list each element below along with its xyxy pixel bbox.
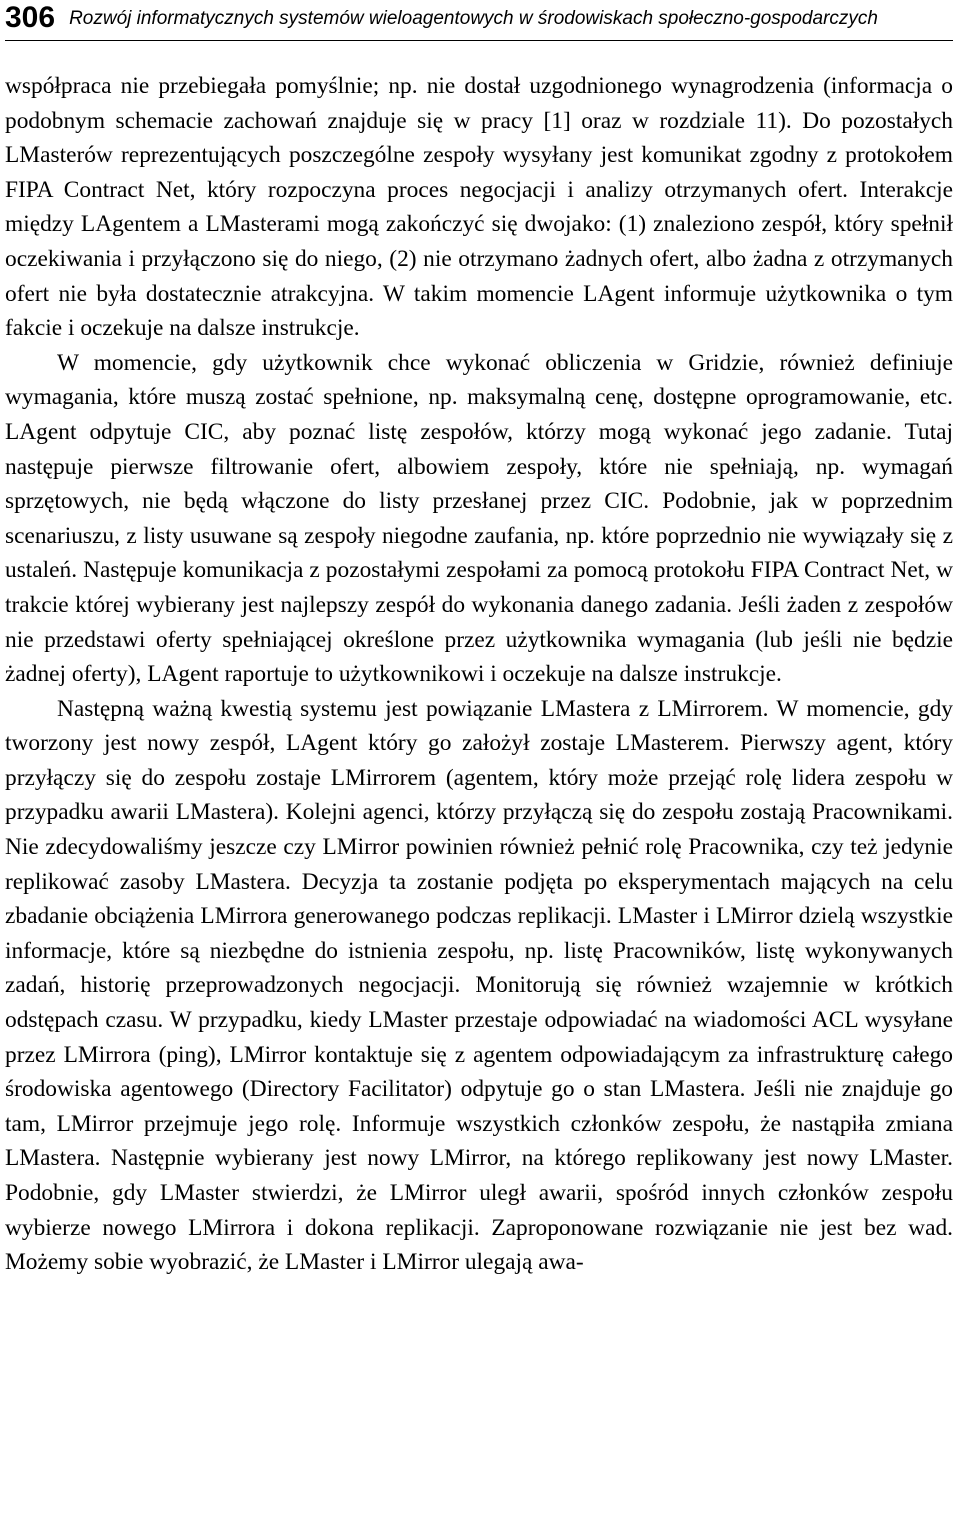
page-number: 306 <box>5 1 56 34</box>
running-title: Rozwój informatycznych systemów wieloagentowych w środowiskach społeczno-gospodarczych <box>69 8 878 29</box>
paragraph: W momencie, gdy użytkownik chce wykonać obliczenia w Gridzie, również definiuje wymagania, które muszą zostać spełnione, np. maksymalną cenę, dostępne oprogramowanie, etc. LAgent odpytuje CIC, aby poznać listę zespołów, którzy mogą wykonać jego zadanie. Tutaj następuje pierwsze filtrowanie ofert, albowiem zespoły, które nie spełniają, np. wymagań sprzętowych, nie będą włączone do listy przesłanej przez CIC. Podobnie, jak w poprzednim scenariuszu, z listy usuwane są zespoły niegodne zaufania, np. które poprzednio nie wywiązały się z ustaleń. Następuje komunikacja z pozostałymi zespołami za pomocą protokołu FIPA Contract Net, w trakcie której wybierany jest najlepszy zespół do wykonania danego zadania. Jeśli żaden z zespołów nie przedstawi oferty spełniającej określone przez użytkownika wymagania (lub jeśli nie będzie żadnej oferty), LAgent raportuje to użytkownikowi i oczekuje na dalsze instrukcje. <box>5 349 953 688</box>
body-text <box>5 69 953 1280</box>
paragraph: Następną ważną kwestią systemu jest powiązanie LMastera z LMirrorem. W momencie, gdy tworzony jest nowy zespół, LAgent który go założył zostaje LMasterem. Pierwszy agent, który przyłączy się do zespołu zostaje LMirrorem (agentem, który może przejąć rolę lidera zespołu w przypadku awarii LMastera). Kolejni agenci, którzy przyłączą się do zespołu zostają Pracownikami. Nie zdecydowaliśmy jeszcze czy LMirror powinien również pełnić rolę Pracownika, czy też jedynie replikować zasoby LMastera. Decyzja ta zostanie podjęta po eksperymentach mających na celu zbadanie obciążenia LMirrora generowanego podczas replikacji. LMaster i LMirror dzielą wszystkie informacje, które są niezbędne do istnienia zespołu, np. listę Pracowników, listę wykonywanych zadań, historię przeprowadzonych negocjacji. Monitorują się również wzajemnie w krótkich odstępach czasu. W przypadku, kiedy LMaster przestaje odpowiadać na wiadomości ACL wysyłane przez LMirrora (ping), LMirror kontaktuje się z agentem odpowiadającym za infrastrukturę całego środowiska agentowego (Directory Facilitator) odpytuje go o stan LMastera. Jeśli nie znajduje go tam, LMirror przejmuje jego rolę. Informuje wszystkich członków zespołu, że nastąpiła zmiana LMastera. Następnie wybierany jest nowy LMirror, na którego replikowany jest nowy LMaster. Podobnie, gdy LMaster stwierdzi, że LMirror uległ awarii, spośród innych członków zespołu wybierze nowego LMirrora i dokona replikacji. Zaproponowane rozwiązanie nie jest bez wad. Możemy sobie wyobrazić, że LMaster i LMirror ulegają awa- <box>5 695 953 1276</box>
page-header <box>5 0 953 41</box>
paragraph-continued: współpraca nie przebiegała pomyślnie; np. nie dostał uzgodnionego wynagrodzenia (informacja o podobnym schemacie zachowań znajduje się w pracy [1] oraz w rozdziale 11). Do pozostałych LMasterów reprezentujących poszczególne zespoły wysyłany jest komunikat zgodny z protokołem FIPA Contract Net, który rozpoczyna proces negocjacji i analizy otrzymanych ofert. Interakcje między LAgentem a LMasterami mogą zakończyć się dwojako: (1) znaleziono zespół, który spełnił oczekiwania i przyłączono się do niego, (2) nie otrzymano żadnych ofert, albo żadna z otrzymanych ofert nie była dostatecznie atrakcyjna. W takim momencie LAgent informuje użytkownika o tym fakcie i oczekuje na dalsze instrukcje. <box>5 73 953 342</box>
